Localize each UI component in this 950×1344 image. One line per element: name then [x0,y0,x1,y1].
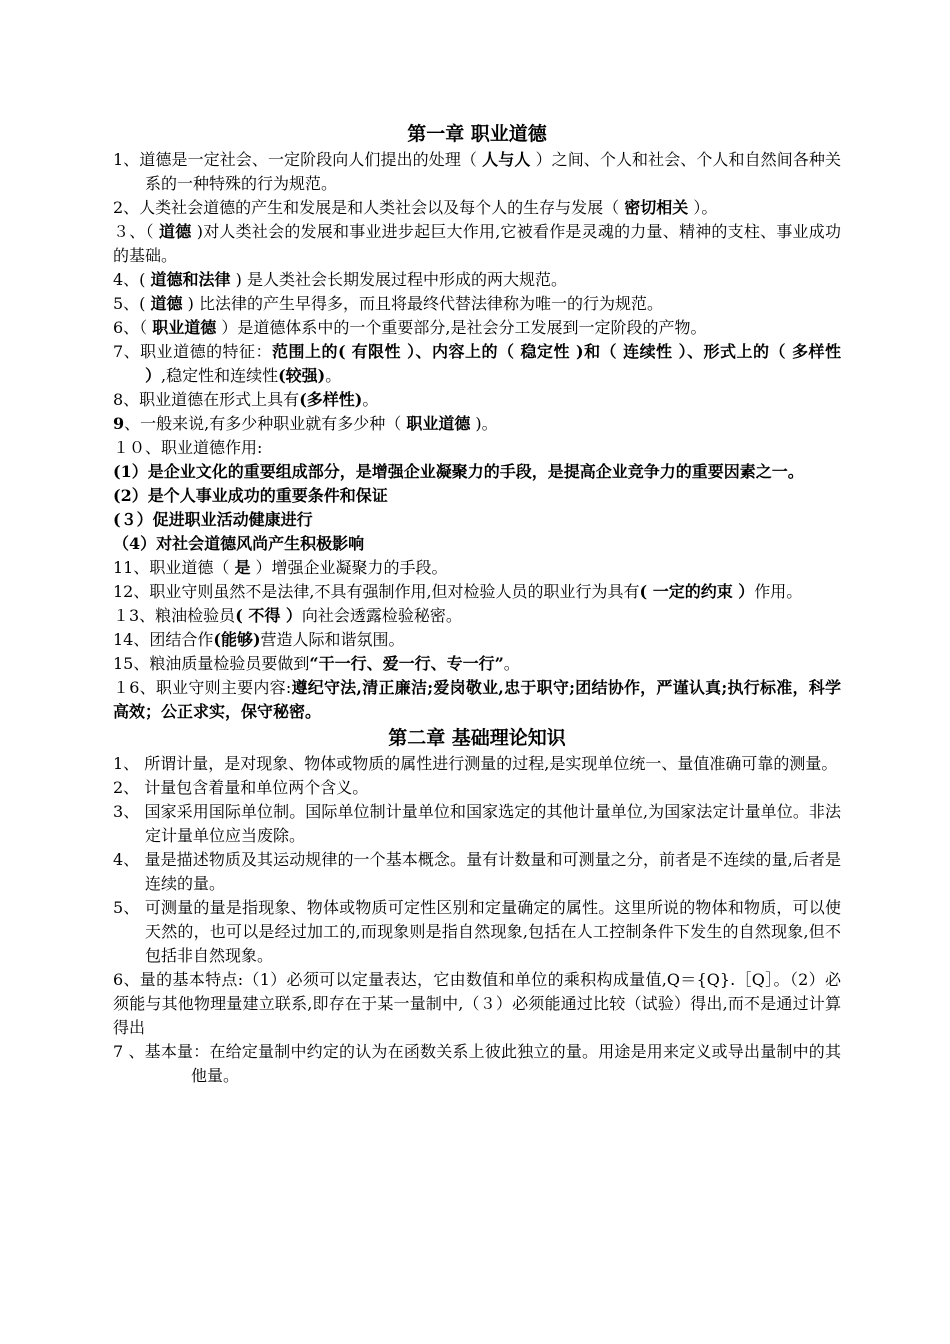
chapter2-item: 3、 国家采用国际单位制。国际单位制计量单位和国家选定的其他计量单位,为国家法定计量单位。非法定计量单位应当废除。 [113,802,841,845]
chapter1-item [113,340,841,388]
text-run: ）增强企业凝聚力的手段。 [250,558,448,577]
text-run: 是 [234,558,251,577]
chapter2-item: 1、 所谓计量，是对现象、物体或物质的属性进行测量的过程,是实现单位统一、量值准确可靠的测量。 [113,754,838,773]
text-run: ３、（ [113,222,159,241]
text-run: 9 [113,414,125,433]
text-run: “干一行、爱一行、专一行” [309,654,504,673]
chapter1-item [113,628,841,652]
chapter2-item: 5、 可测量的量是指现象、物体或物质可定性区别和定量确定的属性。这里所说的物体和物质，可以使天然的，也可以是经过加工的,而现象则是指自然现象,包括在人工控制条件下发生的自然现象,但不包括非自然现象。 [113,898,841,965]
text-run: １3、粮油检验员 [113,606,236,625]
chapter2-item: 2、 计量包含着量和单位两个含义。 [113,778,369,797]
text-run: ( 一定的约束 ） [639,582,755,601]
text-run: ) 比法律的产生早得多，而且将最终代替法律称为唯一的行为规范。 [182,294,663,313]
chapter1-item [113,148,841,196]
text-run: 道德和法律 [150,270,231,289]
chapter1-title: 第一章 职业道德 [407,123,547,145]
chapter2-item: 4、 量是描述物质及其运动规律的一个基本概念。量有计数量和可测量之分，前者是不连续的量,后者是连续的量。 [113,850,841,893]
text-run: 向社会透露检验秘密。 [301,606,462,625]
text-run: 8、职业道德在形式上具有 [113,390,300,409]
text-run: １０、职业道德作用: [113,438,263,457]
text-run: 、一般来说,有多少种职业就有多少种（ [124,414,407,433]
chapter1-item [113,316,841,340]
text-run: 。 [503,654,520,673]
text-run: 1、道德是一定社会、一定阶段向人们提出的处理（ [113,150,483,169]
text-run: 11、职业道德（ [113,558,235,577]
chapter1-item [113,484,841,508]
chapter1-item [113,436,841,460]
text-run: 人与人 [482,150,531,169]
chapter2-item: 6、量的基本特点:（1）必须可以定量表达，它由数值和单位的乘积构成量值,Q＝{Q}.［Q］。（2）必须能与其他物理量建立联系,即存在于某一量制中,（３）必须能通过比较（试验）得出,而不是通过计算得出 [113,970,841,1037]
text-run: ）是道德体系中的一个重要部分,是社会分工发展到一定阶段的产物。 [216,318,707,337]
text-run: 作用。 [754,582,803,601]
text-run: ( 不得 ） [235,606,302,625]
text-run: 道德 [158,222,192,241]
text-run: 职业道德 [406,414,471,433]
chapter1-item [113,604,841,628]
chapter1-item [113,388,841,412]
text-run: 6、（ [113,318,153,337]
text-run: ）。 [688,198,718,217]
text-run: （4）对社会道德风尚产生积极影响 [113,534,365,553]
text-run: (较强) [278,366,326,385]
chapter1-item [113,196,841,220]
chapter1-item [113,532,841,556]
text-run: 7、职业道德的特征： [113,342,273,361]
text-run: (2）是个人事业成功的重要条件和保证 [113,486,388,505]
chapter1-item [113,556,841,580]
text-run: ) 是人类社会长期发展过程中形成的两大规范。 [230,270,567,289]
chapter2-item: 7 、基本量：在给定量制中约定的认为在函数关系上彼此独立的量。用途是用来定义或导出量制中的其他量。 [113,1042,841,1085]
text-run: 15、粮油质量检验员要做到 [113,654,310,673]
chapter1-item [113,292,841,316]
text-run: 道德 [150,294,183,313]
text-run: 营造人际和谐氛围。 [260,630,405,649]
text-run: (能够) [213,630,261,649]
text-run: )对人类社会的发展和事业进步起巨大作用,它被看作是灵魂的力量、精神的支柱、事业成功的基础。 [113,222,841,265]
text-run: 遵纪守法,清正廉洁;爱岗敬业,忠于职守;团结协作，严谨认真;执行标准，科学高效；公正求实，保守秘密。 [113,678,841,721]
chapter1-items [113,148,841,724]
text-run: 5、( [113,294,151,313]
document-body [113,120,841,1088]
text-run: 。 [362,390,379,409]
text-run: )。 [470,414,498,433]
text-run: (３）促进职业活动健康进行 [113,510,313,529]
text-run: ）之间、个人和社会、个人和自然间各种关系的一种特殊的行为规范。 [145,150,841,193]
text-run: 12、职业守则虽然不是法律,不具有强制作用,但对检验人员的职业行为具有 [113,582,640,601]
chapter1-item [113,220,841,268]
chapter1-item [113,508,841,532]
chapter1-item [113,652,841,676]
chapter1-item [113,580,841,604]
text-run: 范围上的( 有限性 ）、内容上的（ 稳定性 )和（ 连续性 ）、形式上的（ 多样性 ） [145,342,841,385]
chapter1-item [113,268,841,292]
text-run: (1）是企业文化的重要组成部分，是增强企业凝聚力的手段，是提高企业竞争力的重要因素之一。 [113,462,804,481]
text-run: 14、团结合作 [113,630,214,649]
text-run: 。 [325,366,342,385]
chapter2-title: 第二章 基础理论知识 [388,727,566,749]
text-run: 4、( [113,270,151,289]
text-run: 2、人类社会道德的产生和发展是和人类社会以及每个人的生存与发展（ [113,198,625,217]
text-run: 密切相关 [624,198,689,217]
chapter1-item [113,412,841,436]
text-run: ,稳定性和连续性 [161,366,279,385]
chapter1-item [113,460,841,484]
text-run: １6、职业守则主要内容: [113,678,292,697]
chapter1-item [113,676,841,724]
chapter2-items [113,752,841,1088]
text-run: (多样性) [299,390,363,409]
text-run: 职业道德 [152,318,217,337]
